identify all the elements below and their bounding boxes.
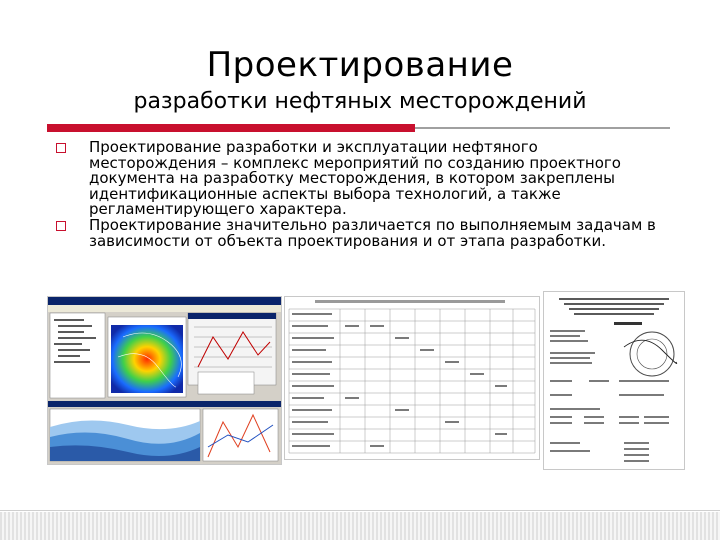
slide-subtitle: разработки нефтяных месторождений <box>133 89 587 114</box>
square-bullet-icon <box>56 143 66 153</box>
slide-title: Проектирование <box>206 45 514 85</box>
bullet-text: Проектирование значительно различается по выполняемым задачам в зависимости от объекта проектирования и от этапа разработки. <box>89 215 656 250</box>
square-bullet-icon <box>56 221 66 231</box>
protocol-document-graphic <box>544 292 684 469</box>
bullet-list <box>56 140 656 249</box>
title-rule-gray <box>415 127 670 129</box>
software-screenshot <box>47 296 282 465</box>
table-document-image <box>284 296 540 460</box>
protocol-document-image <box>543 291 685 470</box>
slide-bottom-frame <box>0 506 720 540</box>
bottom-stripe-pattern <box>0 506 720 540</box>
bullet-item <box>56 140 656 218</box>
bullet-text: Проектирование разработки и эксплуатации нефтяного месторождения – комплекс мероприятий по созданию проектного документа на разработку месторождения, в котором закреплены идентификационные аспекты выбора технологий, а также регламентирующего характера. <box>89 138 621 219</box>
title-rule-accent <box>47 124 415 132</box>
table-document-graphic <box>285 297 539 459</box>
bullet-item <box>56 215 656 250</box>
software-screenshot-image <box>48 297 281 464</box>
